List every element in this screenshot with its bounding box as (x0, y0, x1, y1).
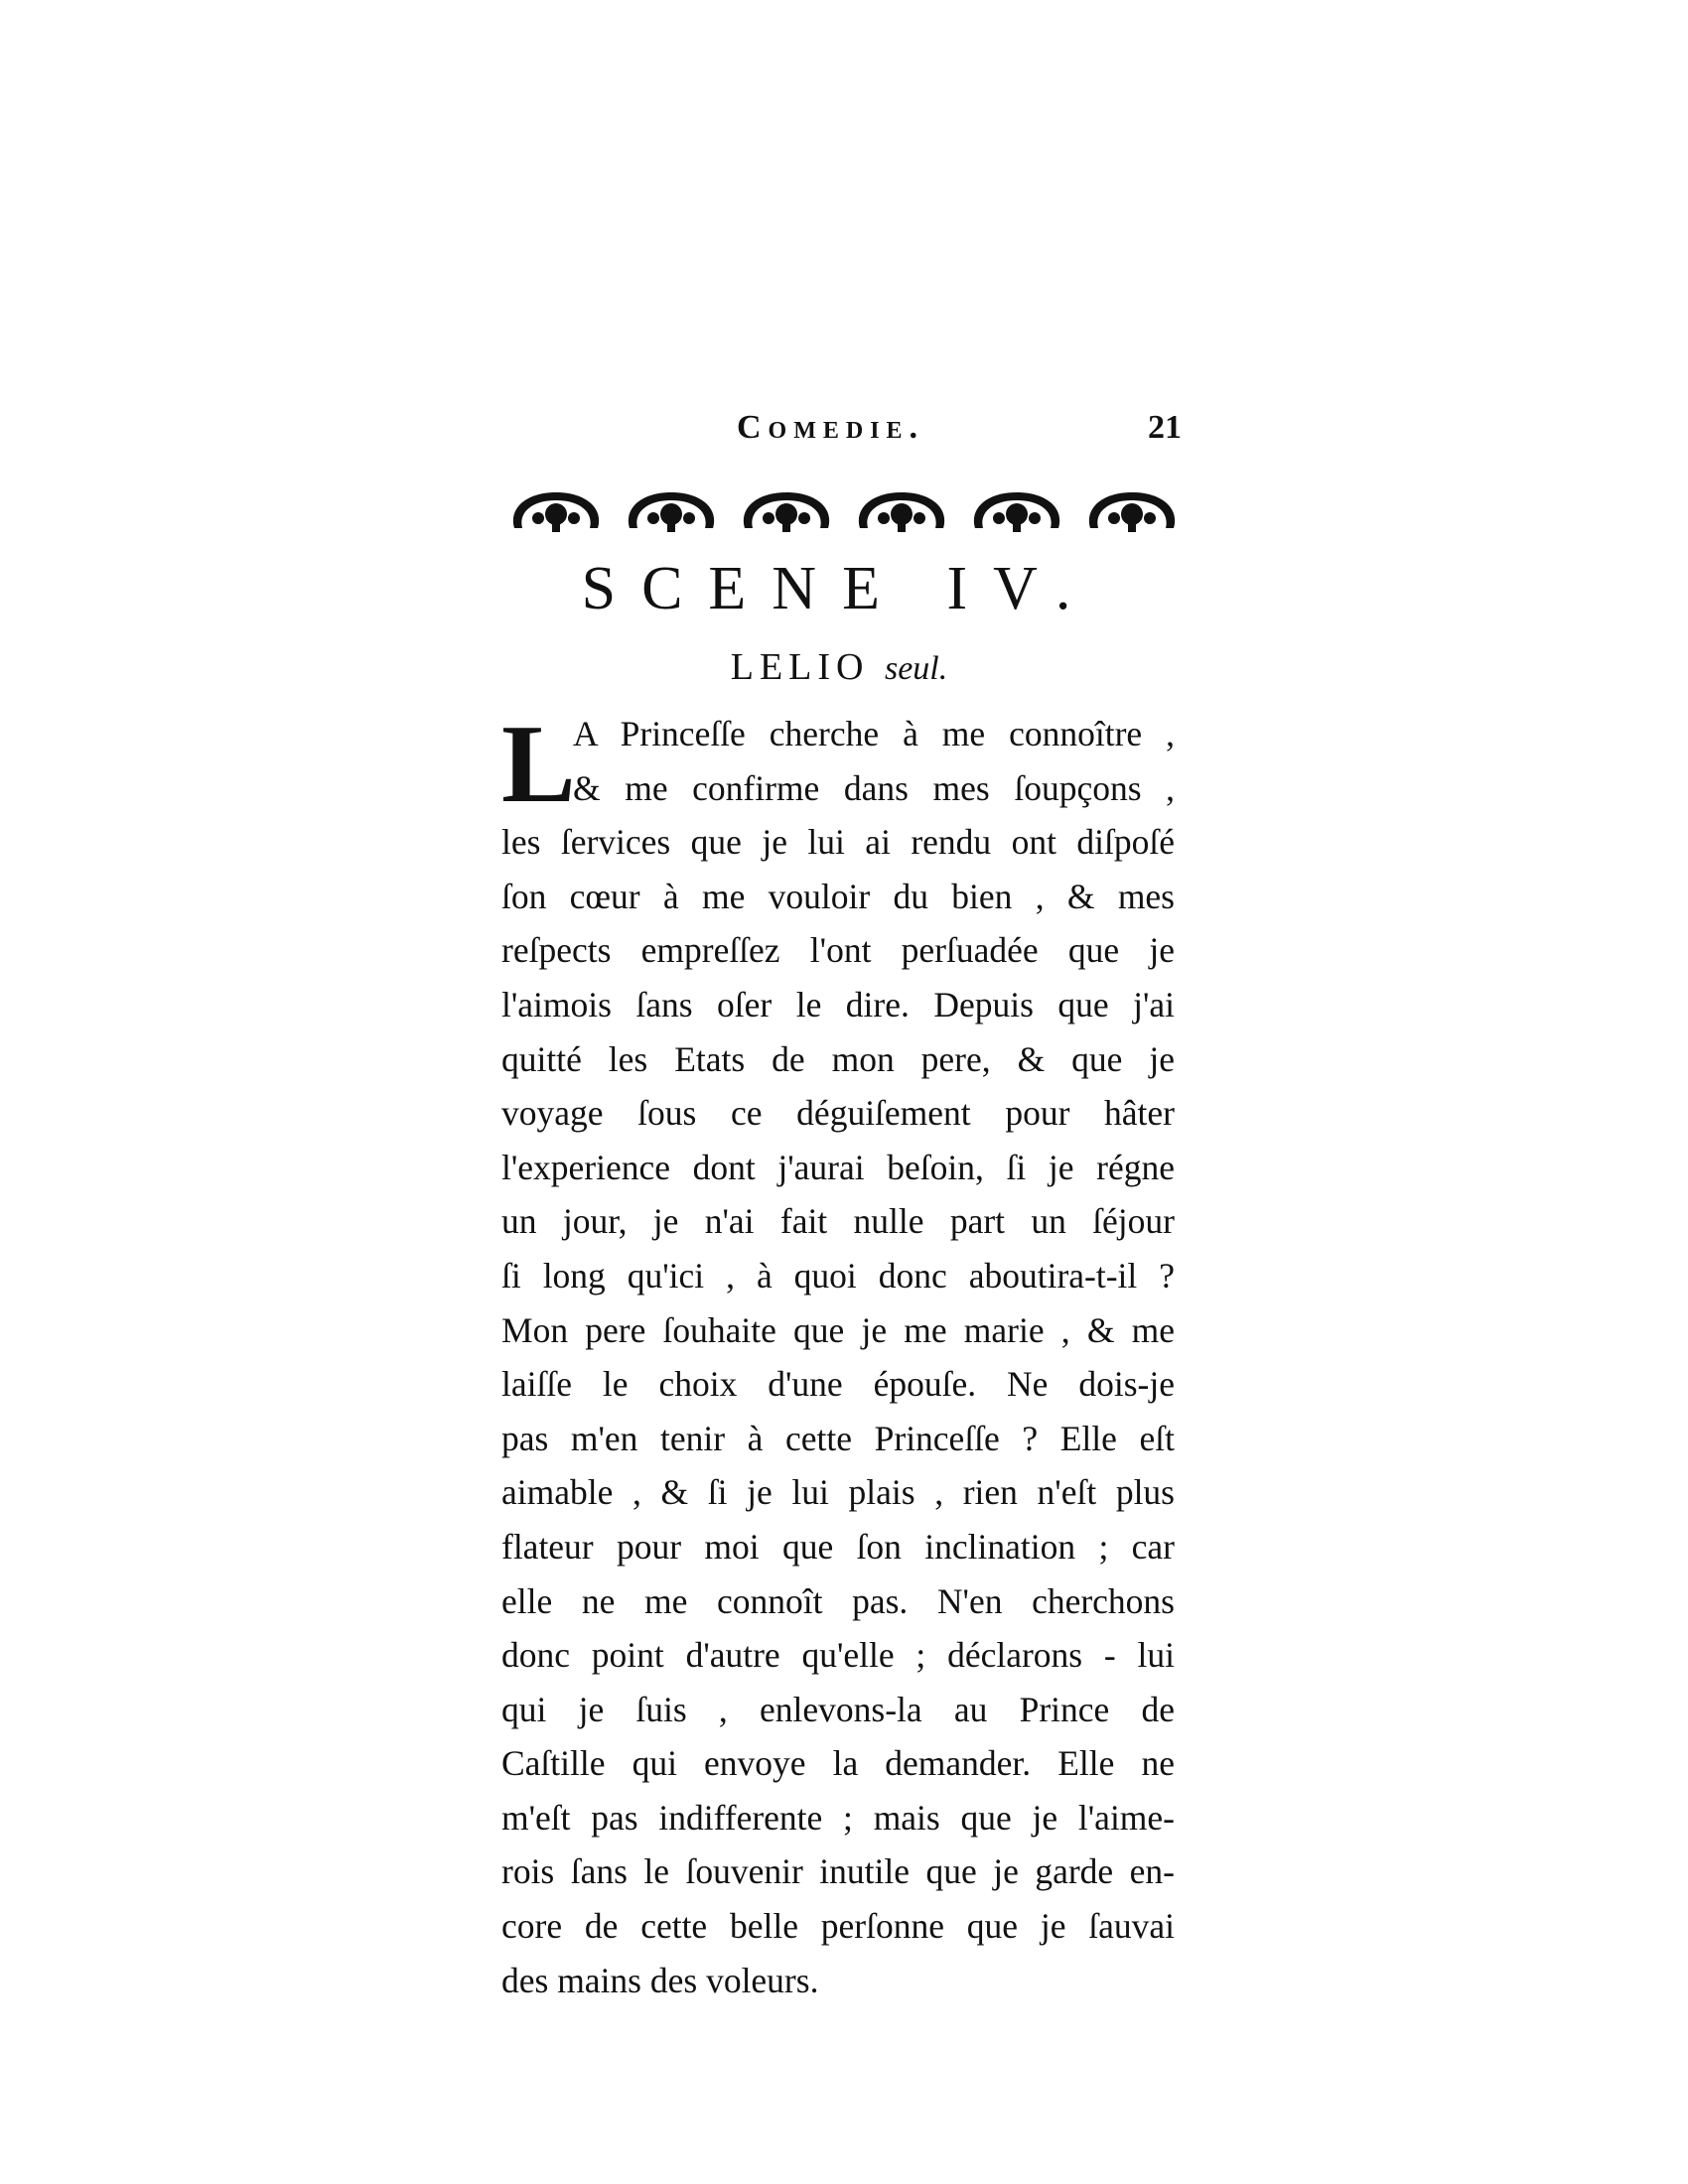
page-number: 21 (1148, 409, 1182, 446)
text-line: voyage ſous ce déguiſement pour hâter (501, 1093, 1175, 1134)
text-line: qui je ſuis , enlevons-la au Prince de (501, 1689, 1175, 1729)
text-line: laiſſe le choix d'une épouſe. Ne dois-je (501, 1364, 1175, 1405)
ornament-fleuron-icon (1082, 488, 1182, 534)
ornament-fleuron-icon (506, 488, 606, 534)
text-line: aimable , & ſi je lui plais , rien n'eſt plus (501, 1472, 1175, 1513)
text-line: m'eſt pas indifferente ; mais que je l'aime- (501, 1797, 1175, 1838)
text-line: A Princeſſe cherche à me connoître , (573, 714, 1175, 753)
text-line: ſi long qu'ici , à quoi donc aboutira-t-il ? (501, 1255, 1175, 1296)
text-line: ſon cœur à me vouloir du bien , & mes (501, 876, 1175, 916)
stage-direction: seul. (884, 650, 948, 687)
ornament-fleuron-icon (737, 488, 836, 534)
text-line: Caſtille qui envoye la demander. Elle ne (501, 1743, 1175, 1784)
text-line: Mon pere ſouhaite que je me marie , & me (501, 1309, 1175, 1350)
monologue-text (501, 703, 1175, 2007)
text-line: & me confirme dans mes ſoupçons , (573, 767, 1175, 808)
text-line: l'aimois ſans oſer le dire. Depuis que j'ai (501, 984, 1175, 1024)
running-title: Comedie. (737, 409, 925, 446)
ornament-fleuron-icon (622, 488, 721, 534)
text-line: un jour, je n'ai fait nulle part un ſéjour (501, 1201, 1175, 1242)
drop-cap: L (501, 703, 576, 826)
text-line: reſpects empreſſez l'ont perſuadée que je (501, 930, 1175, 971)
decorative-headpiece (506, 488, 1182, 538)
text-line: core de cette belle perſonne que je ſauvai (501, 1906, 1175, 1947)
character-name: LELIO (730, 646, 870, 688)
text-line: l'experience dont j'aurai beſoin, ſi je régne (501, 1147, 1175, 1187)
text-line: quitté les Etats de mon pere, & que je (501, 1038, 1175, 1079)
text-line: rois ſans le ſouvenir inutile que je garde en- (501, 1851, 1175, 1892)
ornament-fleuron-icon (852, 488, 951, 534)
text-line: les ſervices que je lui ai rendu ont diſpoſé (501, 822, 1175, 863)
text-line: flateur pour moi que ſon inclination ; car (501, 1526, 1175, 1567)
ornament-fleuron-icon (967, 488, 1066, 534)
text-line: des mains des voleurs. (501, 1960, 819, 2000)
character-heading (496, 645, 1182, 689)
text-line: pas m'en tenir à cette Princeſſe ? Elle eſt (501, 1418, 1175, 1458)
text-line: elle ne me connoît pas. N'en cherchons (501, 1580, 1175, 1621)
scene-title: SCENE IV. (581, 555, 1097, 622)
text-line: donc point d'autre qu'elle ; déclarons - lui (501, 1635, 1175, 1676)
running-header (496, 409, 1182, 459)
